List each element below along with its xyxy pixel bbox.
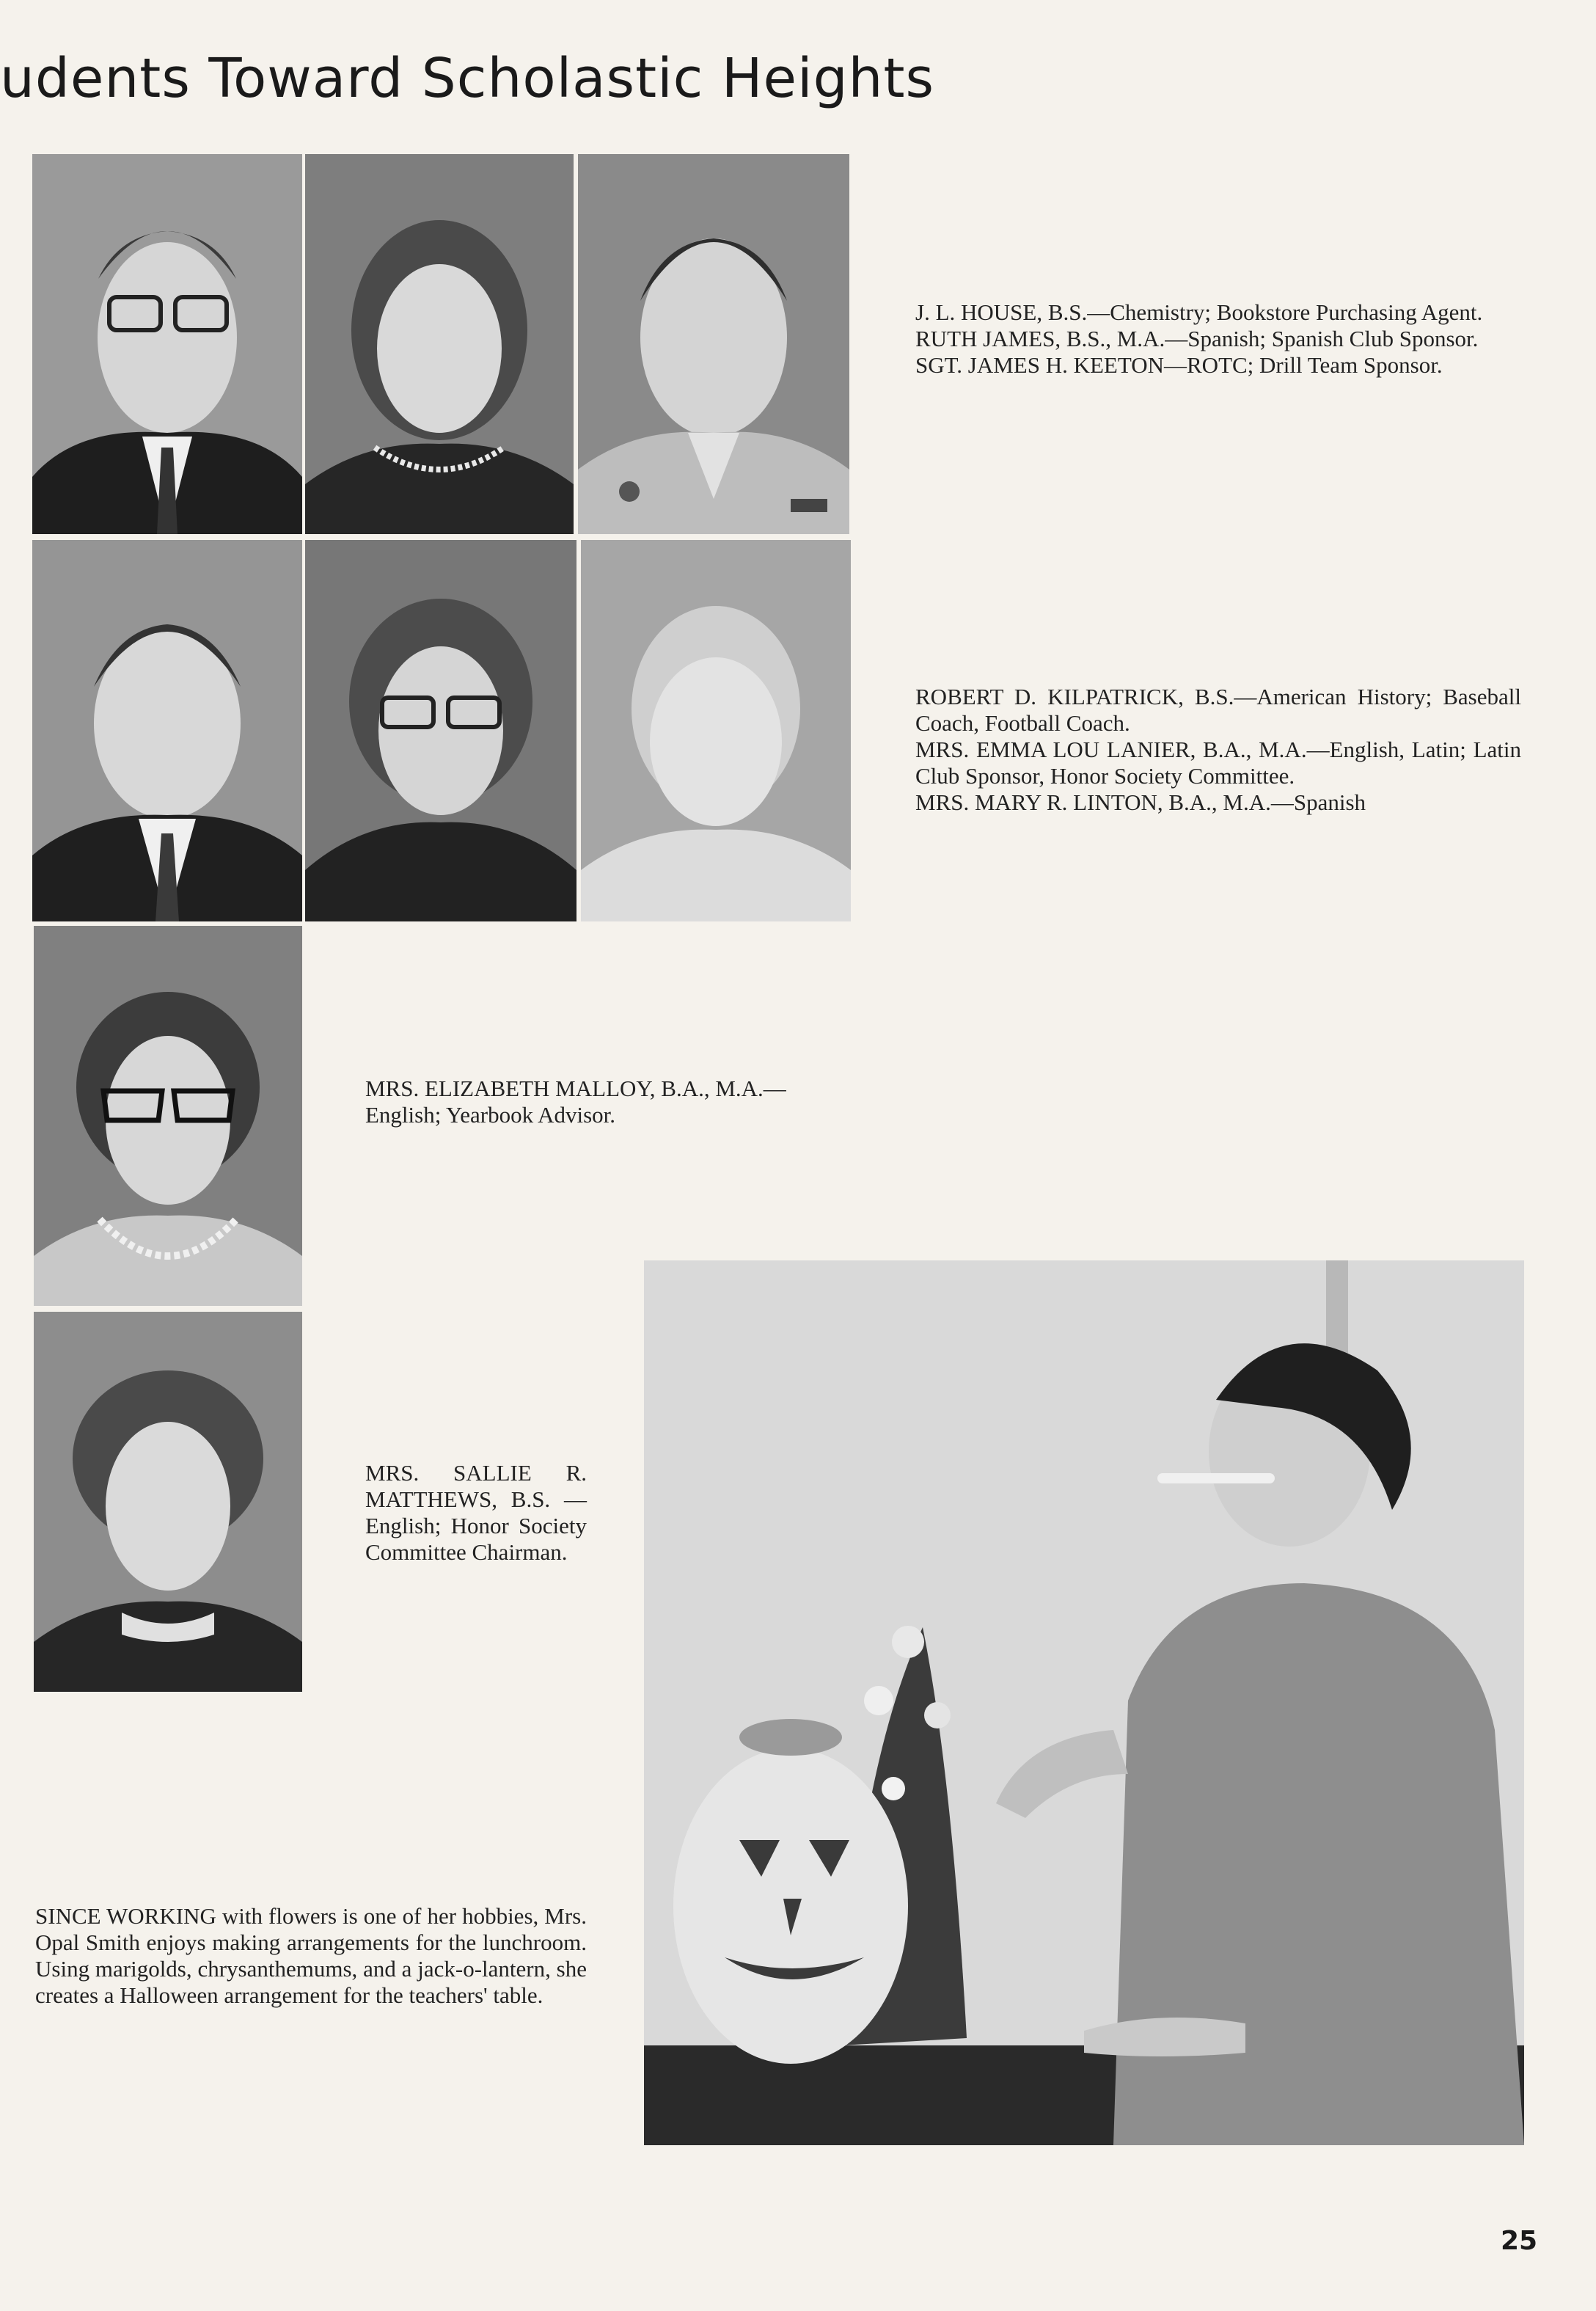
page-heading: udents Toward Scholastic Heights [0, 47, 935, 110]
portrait-james [305, 154, 574, 534]
caption-row1 [915, 299, 1521, 379]
page-number: 25 [1501, 2226, 1538, 2256]
portrait-house [32, 154, 302, 534]
portrait-kilpatrick [32, 540, 302, 921]
portrait-linton [581, 540, 851, 921]
portrait-lanier [305, 540, 576, 921]
caption-lanier: MRS. EMMA LOU LANIER, B.A., M.A.—English, Latin; Latin Club Sponsor, Honor Society Committee. [915, 737, 1521, 789]
caption-malloy: MRS. ELIZABETH MALLOY, B.A., M.A.— English; Yearbook Advisor. [365, 1076, 786, 1128]
portrait-keeton [578, 154, 849, 534]
caption-kilpatrick: ROBERT D. KILPATRICK, B.S.—American History; Baseball Coach, Football Coach. [915, 684, 1521, 736]
portrait-matthews [34, 1312, 302, 1692]
portrait-malloy [34, 926, 302, 1306]
caption-james: RUTH JAMES, B.S., M.A.—Spanish; Spanish Club Sponsor. [915, 326, 1479, 351]
caption-row2 [915, 684, 1521, 816]
photo-halloween-arrangement [644, 1260, 1524, 2145]
caption-matthews: MRS. SALLIE R. MATTHEWS, B.S. —English; Honor Society Committee Chairman. [365, 1460, 587, 1565]
caption-linton: MRS. MARY R. LINTON, B.A., M.A.—Spanish [915, 789, 1366, 815]
caption-house: J. L. HOUSE, B.S.—Chemistry; Bookstore Purchasing Agent. [915, 299, 1483, 325]
caption-keeton: SGT. JAMES H. KEETON—ROTC; Drill Team Sponsor. [915, 352, 1443, 378]
caption-feature: SINCE WORKING with flowers is one of her hobbies, Mrs. Opal Smith enjoys making arrangements for the lunchroom. Using marigolds, chrysanthemums, and a jack-o-lantern, she creates a Halloween arrangement for the teachers' table. [35, 1903, 587, 2008]
